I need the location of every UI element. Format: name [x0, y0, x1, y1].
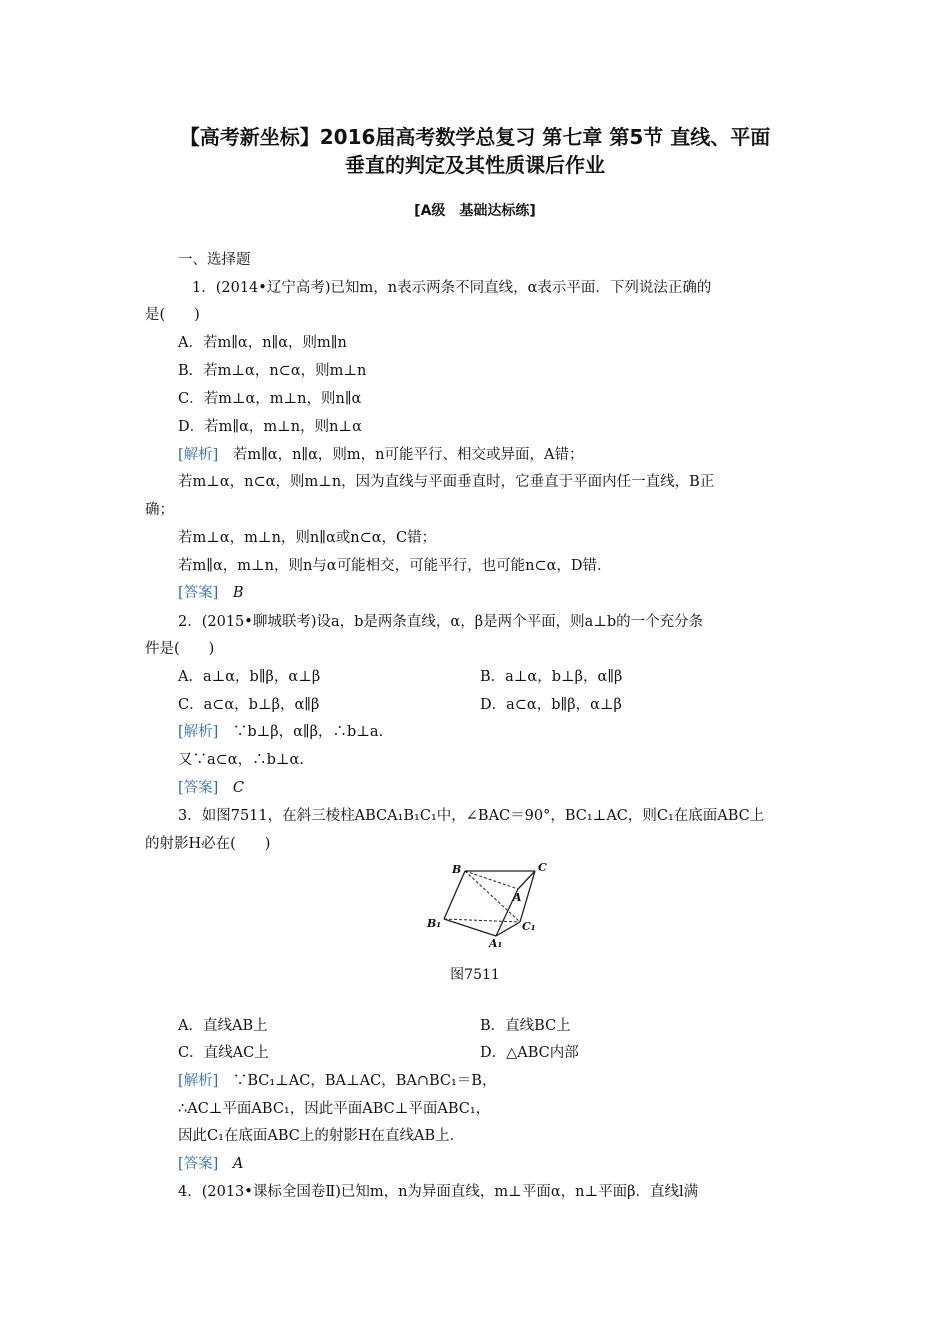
label-c1: C₁ [522, 920, 536, 933]
q1-option-a: A．若m∥α，n∥α，则m∥n [178, 335, 347, 351]
q3-analysis-line2: ∴AC⊥平面ABC₁，因此平面ABC⊥平面ABC₁， [178, 1101, 491, 1117]
q3-stem-cont: 的射影H必在( ) [145, 836, 271, 852]
answer-value: A [218, 1156, 244, 1172]
edge-ba [465, 871, 518, 889]
q1-analysis [178, 445, 583, 465]
q1-analysis-line5: 若m∥α，m⊥n，则n与α可能相交，可能平行，也可能n⊂α，D错． [178, 558, 612, 574]
edge-bb1 [444, 871, 465, 919]
answer-tag: [答案] [178, 585, 219, 601]
q3-analysis [178, 1071, 496, 1091]
q3-option-b: B．直线BC上 [480, 1018, 571, 1034]
q2-analysis-line2: 又∵a⊂α，∴b⊥α. [178, 752, 304, 768]
q1-option-d: D．若m∥α，m⊥n，则n⊥α [178, 419, 362, 435]
analysis-tag: [解析] [178, 447, 219, 463]
q2-option-d: D．a⊂α，b∥β，α⊥β [480, 697, 622, 713]
q2-option-b: B．a⊥α，b⊥β，α∥β [480, 669, 623, 685]
analysis-text: 若m∥α，n∥α，则m，n可能平行、相交或异面，A错； [218, 447, 584, 463]
q4-stem: 4．(2013•课标全国卷Ⅱ)已知m，n为异面直线，m⊥平面α，n⊥平面β．直线l满 [178, 1184, 699, 1200]
q2-analysis [178, 722, 383, 742]
analysis-tag: [解析] [178, 724, 219, 740]
edge-b1c1 [444, 919, 520, 922]
q1-option-b: B．若m⊥α，n⊂α，则m⊥n [178, 363, 367, 379]
edge-bc1 [465, 871, 520, 922]
q2-stem: 2．(2015•聊城联考)设a，b是两条直线，α，β是两个平面，则a⊥b的一个充分条 [178, 614, 704, 630]
q3-analysis-line3: 因此C₁在底面ABC上的射影H在直线AB上． [178, 1128, 465, 1144]
analysis-tag: [解析] [178, 1073, 219, 1089]
q3-option-d: D．△ABC内部 [480, 1045, 579, 1061]
q2-stem-cont: 件是( ) [145, 641, 215, 657]
q1-analysis-line2: 若m⊥α，n⊂α，则m⊥n，因为直线与平面垂直时，它垂直于平面内任一直线，B正 [178, 474, 715, 490]
q1-option-c: C．若m⊥α，m⊥n，则n∥α [178, 391, 362, 407]
q1-stem: 1．(2014•辽宁高考)已知m，n表示两条不同直线，α表示平面．下列说法正确的 [192, 280, 712, 296]
analysis-text: ∵BC₁⊥AC，BA⊥AC，BA∩BC₁＝B， [218, 1073, 497, 1089]
level-heading: [A级 基础达标练] [414, 203, 536, 219]
q2-option-a: A．a⊥α，b∥β，α⊥β [178, 669, 321, 685]
q3-stem: 3．如图7511，在斜三棱柱ABCA₁B₁C₁中，∠BAC＝90°，BC₁⊥AC，则C₁在底面ABC上 [178, 808, 765, 824]
label-a1: A₁ [489, 937, 503, 947]
answer-tag: [答案] [178, 780, 219, 796]
label-c: C [538, 861, 547, 874]
prism-figure [425, 855, 555, 947]
q1-analysis-line4: 若m⊥α，m⊥n，则n∥α或n⊂α，C错； [178, 530, 437, 546]
answer-value: C [218, 780, 244, 796]
label-a: A [513, 891, 522, 904]
q2-answer [178, 778, 244, 798]
q1-answer [178, 583, 243, 603]
q1-analysis-line3: 确； [145, 502, 174, 518]
doc-title-line2: 垂直的判定及其性质课后作业 [345, 153, 605, 177]
q3-option-c: C．直线AC上 [178, 1045, 269, 1061]
edge-b1a1 [444, 919, 496, 936]
q2-option-c: C．a⊂α，b⊥β，α∥β [178, 697, 320, 713]
q3-answer [178, 1154, 243, 1174]
answer-tag: [答案] [178, 1156, 219, 1172]
analysis-text: ∵b⊥β，α∥β，∴b⊥a. [218, 724, 384, 740]
label-b1: B₁ [427, 917, 442, 930]
q3-option-a: A．直线AB上 [178, 1018, 268, 1034]
q1-stem-cont: 是( ) [145, 307, 200, 323]
doc-title-line1: 【高考新坐标】2016届高考数学总复习 第七章 第5节 直线、平面 [179, 125, 771, 149]
label-b: B [452, 863, 462, 876]
section-heading: 一、选择题 [178, 252, 251, 268]
figure-caption: 图7511 [450, 967, 500, 983]
answer-value: B [218, 585, 244, 601]
